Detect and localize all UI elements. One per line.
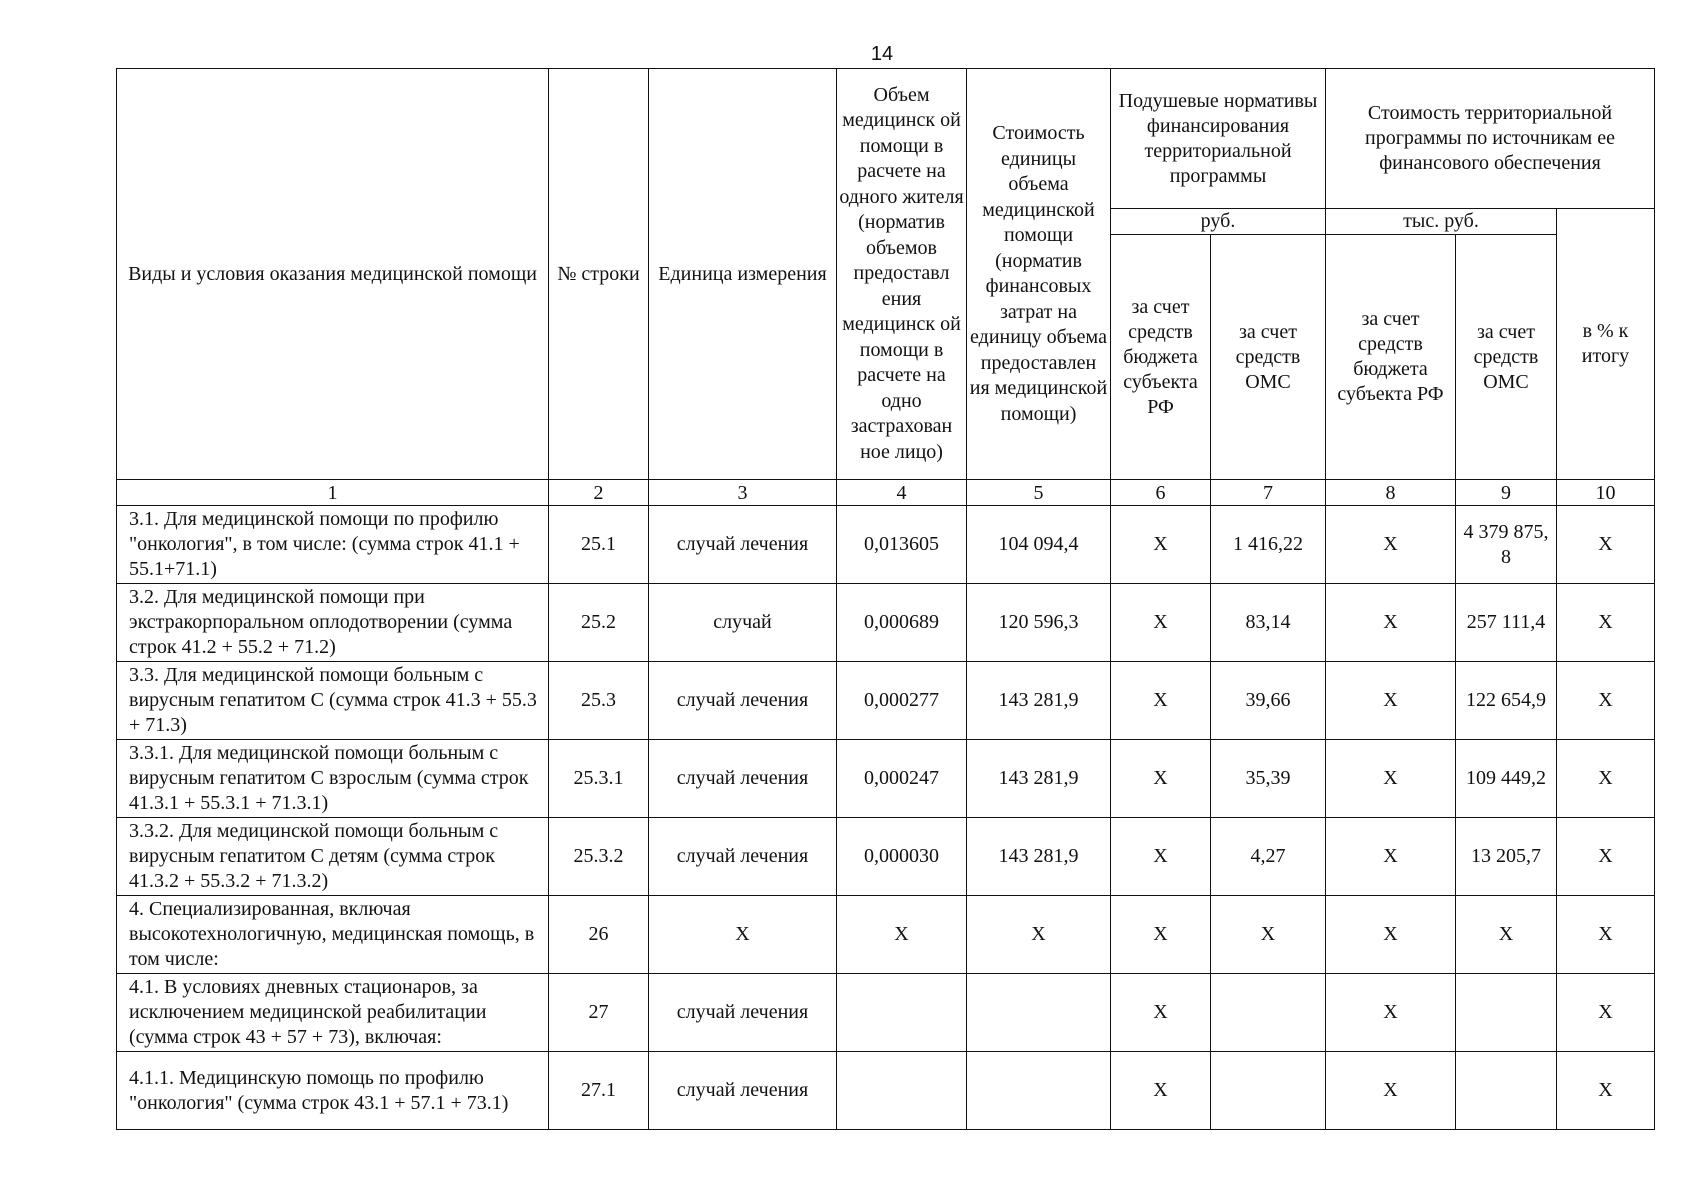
budget-cost-cell: Х [1326, 740, 1456, 818]
unit-cost-cell: 104 094,4 [967, 506, 1111, 584]
oms-cost-cell: 109 449,2 [1456, 740, 1557, 818]
oms-cost-cell: 122 654,9 [1456, 662, 1557, 740]
oms-norm-cell: 4,27 [1211, 818, 1326, 896]
unit-cell: случай [649, 584, 837, 662]
budget-norm-cell: Х [1111, 818, 1211, 896]
volume-cell [837, 1052, 967, 1130]
table-row [117, 662, 1655, 740]
oms-norm-cell: 1 416,22 [1211, 506, 1326, 584]
unit-cell: случай лечения [649, 974, 837, 1052]
row-number-cell: 27.1 [549, 1052, 649, 1130]
column-number: 8 [1326, 480, 1456, 506]
unit-cell: случай лечения [649, 818, 837, 896]
unit-cost-cell [967, 1052, 1111, 1130]
row-number-cell: 25.2 [549, 584, 649, 662]
column-number: 4 [837, 480, 967, 506]
header-oms: за счет средств ОМС [1211, 235, 1326, 480]
row-number-cell: 27 [549, 974, 649, 1052]
oms-norm-cell: 35,39 [1211, 740, 1326, 818]
oms-norm-cell: 39,66 [1211, 662, 1326, 740]
row-description: 3.1. Для медицинской помощи по профилю "онкология", в том числе: (сумма строк 41.1 + 55.1+71.1) [117, 506, 549, 584]
budget-cost-cell: Х [1326, 1052, 1456, 1130]
unit-cost-cell: 143 281,9 [967, 740, 1111, 818]
row-number-cell: 25.3.2 [549, 818, 649, 896]
volume-cell: Х [837, 896, 967, 974]
header-per-capita-norms: Подушевые нормативы финансирования территориальной программы [1111, 69, 1326, 209]
table-row [117, 506, 1655, 584]
column-number: 7 [1211, 480, 1326, 506]
table-row [117, 740, 1655, 818]
unit-cell: Х [649, 896, 837, 974]
row-number-cell: 25.3.1 [549, 740, 649, 818]
column-number: 9 [1456, 480, 1557, 506]
column-number: 5 [967, 480, 1111, 506]
budget-norm-cell: Х [1111, 740, 1211, 818]
header-unit-cost: Стоимость единицы объема медицинской помощи (норматив финансовых затрат на единицу объема предоставлен ия медицинской помощи) [967, 69, 1111, 480]
oms-cost-cell [1456, 1052, 1557, 1130]
header-program-cost: Стоимость территориальной программы по источникам ее финансового обеспечения [1326, 69, 1655, 209]
header-volume: Объем медицинск ой помощи в расчете на одного жителя (норматив объемов предоставл ения медицинск ой помощи в расчете на одно застрахован ное лицо) [837, 69, 967, 480]
budget-norm-cell: Х [1111, 896, 1211, 974]
volume-cell: 0,013605 [837, 506, 967, 584]
percent-cell: Х [1557, 740, 1655, 818]
percent-cell: Х [1557, 584, 1655, 662]
volume-cell: 0,000689 [837, 584, 967, 662]
volume-cell: 0,000030 [837, 818, 967, 896]
percent-cell: Х [1557, 818, 1655, 896]
budget-norm-cell: Х [1111, 584, 1211, 662]
table-row [117, 896, 1655, 974]
oms-cost-cell: 4 379 875, 8 [1456, 506, 1557, 584]
oms-norm-cell: 83,14 [1211, 584, 1326, 662]
budget-cost-cell: Х [1326, 974, 1456, 1052]
percent-cell: Х [1557, 974, 1655, 1052]
column-number: 1 [117, 480, 549, 506]
header-budget-subject-2: за счет средств бюджета субъекта РФ [1326, 235, 1456, 480]
row-number-cell: 26 [549, 896, 649, 974]
table-row [117, 818, 1655, 896]
column-number: 6 [1111, 480, 1211, 506]
row-number-cell: 25.1 [549, 506, 649, 584]
row-description: 4.1. В условиях дневных стационаров, за исключением медицинской реабилитации (сумма строк 43 + 57 + 73), включая: [117, 974, 549, 1052]
row-description: 3.3. Для медицинской помощи больным с вирусным гепатитом С (сумма строк 41.3 + 55.3 + 71.3) [117, 662, 549, 740]
header-unit-rub: руб. [1111, 209, 1326, 235]
budget-norm-cell: Х [1111, 974, 1211, 1052]
unit-cost-cell: 120 596,3 [967, 584, 1111, 662]
unit-cost-cell: Х [967, 896, 1111, 974]
volume-cell: 0,000247 [837, 740, 967, 818]
header-unit-thousand-rub: тыс. руб. [1326, 209, 1557, 235]
unit-cell: случай лечения [649, 662, 837, 740]
percent-cell: Х [1557, 896, 1655, 974]
unit-cell: случай лечения [649, 740, 837, 818]
table-row [117, 974, 1655, 1052]
table-row [117, 1052, 1655, 1130]
row-description: 3.3.2. Для медицинской помощи больным с вирусным гепатитом С детям (сумма строк 41.3.2 + 55.3.2 + 71.3.2) [117, 818, 549, 896]
unit-cost-cell: 143 281,9 [967, 662, 1111, 740]
header-oms-2: за счет средств ОМС [1456, 235, 1557, 480]
column-number-row [117, 480, 1655, 506]
row-description: 3.2. Для медицинской помощи при экстракорпоральном оплодотворении (сумма строк 41.2 + 55.2 + 71.2) [117, 584, 549, 662]
column-number: 10 [1557, 480, 1655, 506]
column-number: 3 [649, 480, 837, 506]
unit-cost-cell: 143 281,9 [967, 818, 1111, 896]
oms-cost-cell: Х [1456, 896, 1557, 974]
budget-norm-cell: Х [1111, 506, 1211, 584]
budget-norm-cell: Х [1111, 1052, 1211, 1130]
unit-cell: случай лечения [649, 506, 837, 584]
percent-cell: Х [1557, 662, 1655, 740]
row-description: 3.3.1. Для медицинской помощи больным с вирусным гепатитом С взрослым (сумма строк 41.3.1 + 55.3.1 + 71.3.1) [117, 740, 549, 818]
oms-norm-cell [1211, 974, 1326, 1052]
budget-cost-cell: Х [1326, 584, 1456, 662]
row-description: 4.1.1. Медицинскую помощь по профилю "онкология" (сумма строк 43.1 + 57.1 + 73.1) [117, 1052, 549, 1130]
header-types-of-care: Виды и условия оказания медицинской помощи [117, 69, 549, 480]
oms-norm-cell [1211, 1052, 1326, 1130]
column-number: 2 [549, 480, 649, 506]
row-number-cell: 25.3 [549, 662, 649, 740]
financing-table [116, 68, 1655, 1130]
volume-cell: 0,000277 [837, 662, 967, 740]
oms-cost-cell: 13 205,7 [1456, 818, 1557, 896]
percent-cell: Х [1557, 1052, 1655, 1130]
budget-cost-cell: Х [1326, 662, 1456, 740]
header-unit: Единица измерения [649, 69, 837, 480]
oms-norm-cell: Х [1211, 896, 1326, 974]
oms-cost-cell [1456, 974, 1557, 1052]
budget-cost-cell: Х [1326, 818, 1456, 896]
unit-cost-cell [967, 974, 1111, 1052]
budget-cost-cell: Х [1326, 506, 1456, 584]
volume-cell [837, 974, 967, 1052]
header-row-number: № строки [549, 69, 649, 480]
page-number: 14 [870, 43, 894, 65]
budget-norm-cell: Х [1111, 662, 1211, 740]
percent-cell: Х [1557, 506, 1655, 584]
budget-cost-cell: Х [1326, 896, 1456, 974]
table-row [117, 584, 1655, 662]
oms-cost-cell: 257 111,4 [1456, 584, 1557, 662]
header-budget-subject: за счет средств бюджета субъекта РФ [1111, 235, 1211, 480]
row-description: 4. Специализированная, включая высокотехнологичную, медицинская помощь, в том числе: [117, 896, 549, 974]
header-percent-of-total: в % к итогу [1557, 209, 1655, 480]
unit-cell: случай лечения [649, 1052, 837, 1130]
